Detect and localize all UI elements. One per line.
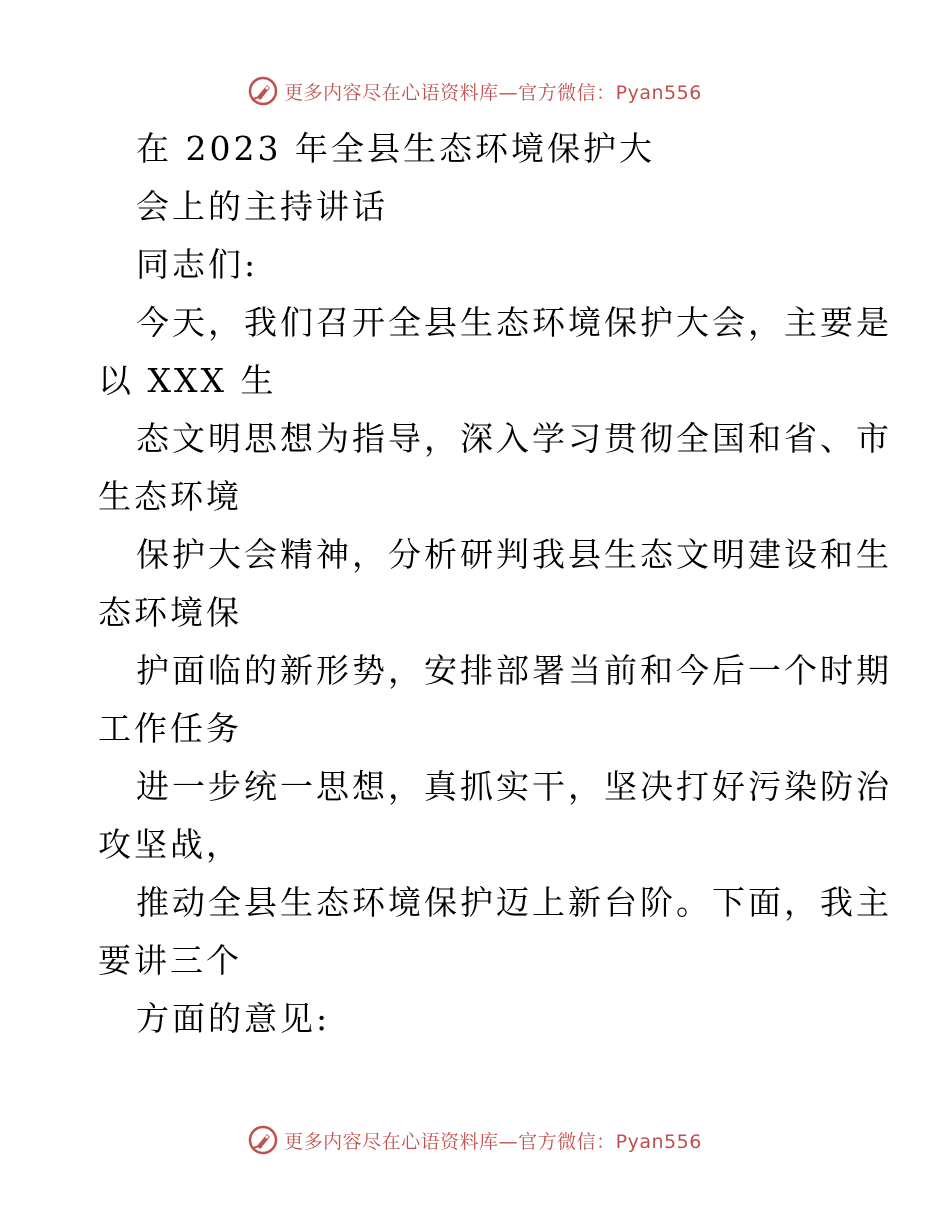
header-banner [0,71,950,111]
paragraph-line: 保护大会精神，分析研判我县生态文明建设和生 [136,535,892,574]
banner-contact: —官方微信：Pyan556 [498,81,702,104]
paragraph-line: 生态环境 [98,477,242,516]
paragraph-line: 攻坚战， [98,825,242,864]
document-body [98,120,892,1048]
paragraph-line: 态环境保 [98,593,242,632]
footer-banner [0,1120,950,1160]
paragraph-line: 推动全县生态环境保护迈上新台阶。下面，我主 [136,883,892,922]
pen-nib-logo-icon [248,76,278,106]
pen-nib-logo-icon [248,1125,278,1155]
paragraph-line: 方面的意见: [136,999,331,1038]
document-title-line-1: 在 2023 年全县生态环境保护大 [136,129,655,168]
paragraph-line: 要讲三个 [98,941,242,980]
paragraph-line: 态文明思想为指导，深入学习贯彻全国和省、市 [136,419,892,458]
paragraph-line: 进一步统一思想，真抓实干，坚决打好污染防治 [136,767,892,806]
banner-text: 更多内容尽在心语资料库 [284,81,499,104]
banner-text: 更多内容尽在心语资料库 [284,1130,499,1153]
paragraph-line: 以 XXX 生 [98,361,277,400]
paragraph-line: 工作任务 [98,709,242,748]
document-title-line-2: 会上的主持讲话 [136,187,388,226]
salutation: 同志们: [136,245,259,284]
paragraph-line: 护面临的新形势，安排部署当前和今后一个时期 [136,651,892,690]
paragraph-line: 今天，我们召开全县生态环境保护大会，主要是 [136,303,892,342]
banner-contact: —官方微信：Pyan556 [498,1130,702,1153]
